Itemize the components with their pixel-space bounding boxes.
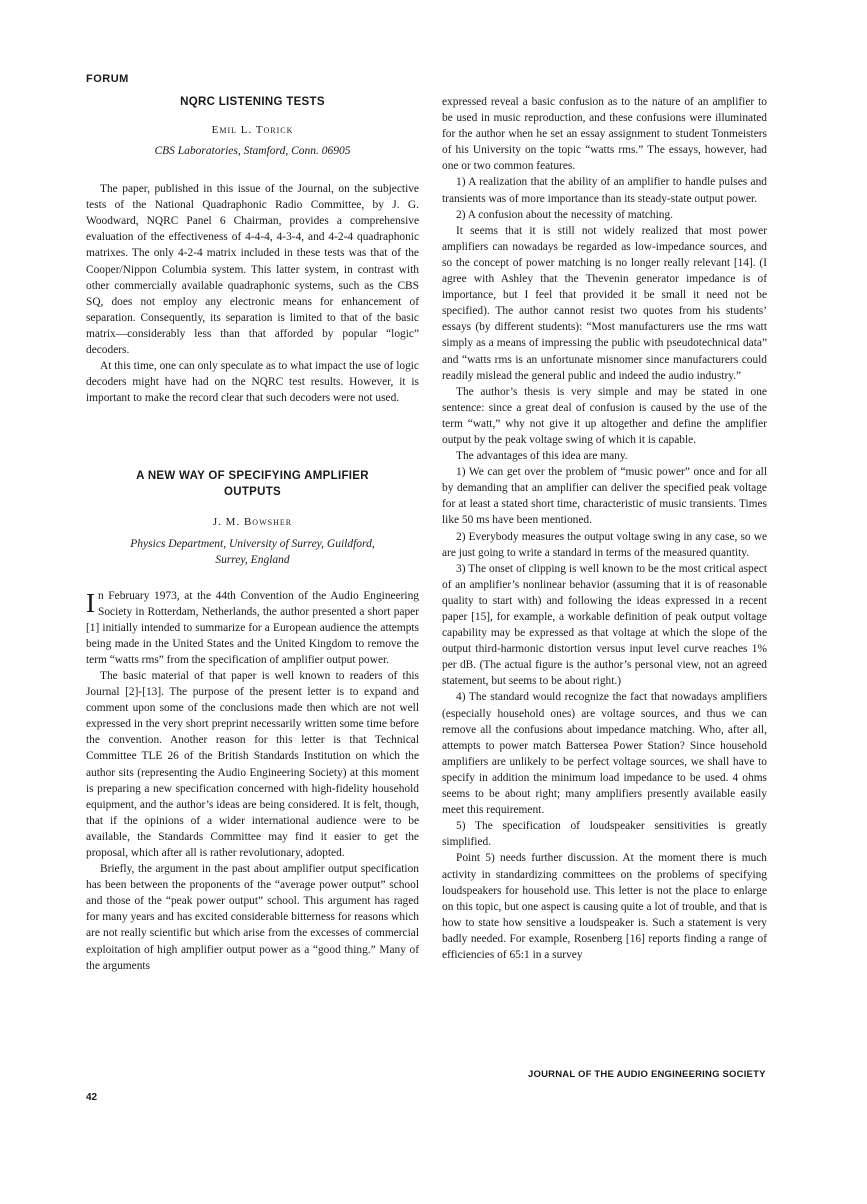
article1-paragraph: At this time, one can only speculate as to what impact the use of logic decoders might have had on the NQRC test results. However, it is important to make the record clear that such decoders were not used. xyxy=(86,360,419,405)
article1-author: Emil L. Torick xyxy=(211,124,294,136)
journal-name: JOURNAL OF THE AUDIO ENGINEERING SOCIETY xyxy=(528,1069,766,1080)
article2-paragraph: 2) A confusion about the necessity of matching. xyxy=(456,208,674,221)
article2-paragraph: 5) The specification of loudspeaker sensitivities is greatly simplified. xyxy=(442,820,767,849)
article1-affiliation: CBS Laboratories, Stamford, Conn. 06905 xyxy=(154,145,351,158)
article1-paragraph: The paper, published in this issue of the Journal, on the subjective tests of the National Quadraphonic Radio Committee, by J. G. Woodward, NQRC Panel 6 Chairman, provides a comprehensive evaluation of the effectiveness of 4-4-4, 4-3-4, and 4-2-4 quadraphonic matrixes. The only 4-2-4 matrix included in these tests was that of the Cooper/Nippon Columbia system. This latter system, in contrast with other commercially available quadraphonic systems, such as the CBS SQ, does not employ any electronic means for enhancement of separation. Consequently, its separation is limited to that of the basic matrix—considerably less than that afforded by popular “logic” decoders. xyxy=(86,183,419,357)
article2-title: A NEW WAY OF SPECIFYING AMPLIFIER OUTPUTS xyxy=(136,470,369,499)
article1-title: NQRC LISTENING TESTS xyxy=(180,96,325,108)
article2-paragraph: The advantages of this idea are many. xyxy=(456,450,628,463)
article2-paragraph: 2) Everybody measures the output voltage swing in any case, so we are just going to write a standard in terms of the measured quantity. xyxy=(442,530,767,559)
left-column xyxy=(86,94,419,974)
article2-affiliation-line2: Surrey, England xyxy=(215,553,290,566)
article2-paragraph: Briefly, the argument in the past about amplifier output specification has been between the proponents of the “average power output” school and those of the “peak power output” school. This argument has raged for many years and has excited considerable bitterness for reasons which are not really scientific but which arise from the excesses of commercial exploitation of high amplifier output power as a “good thing.” Many of the arguments xyxy=(86,863,419,972)
article2-paragraph: 4) The standard would recognize the fact that nowadays amplifiers (especially household ones) are voltage sources, and thus we can remove all the confusions about impedance matching. Who, after all, attempts to power match Battersea Power Station? Since household amplifiers are unlikely to be perfect voltage sources, we shall have to specify in addition the minimum load impedance to be used. 4 ohms seems to be about right; many amplifiers presently available easily meet this requirement. xyxy=(442,691,767,817)
article2-paragraph: The author’s thesis is very simple and may be stated in one sentence: since a great deal of confusion is caused by the use of the term “watt,” why not give it up altogether and define the amplifier output by the peak voltage swing of which it is capable. xyxy=(442,385,767,446)
article2-first-paragraph xyxy=(86,588,419,668)
article2-paragraph: expressed reveal a basic confusion as to the nature of an amplifier to be used in music reproduction, and these confusions were illuminated for the author when he set an essay assignment to student Tonmeisters of his University on the topic “watts rms.” The essays, however, had one or two common features. xyxy=(442,96,767,173)
right-column xyxy=(442,94,767,963)
first-paragraph-text: n February 1973, at the 44th Convention of the Audio Engineering Society in Rotterdam, Netherlands, the author presented a short paper [1] initially intended to summarize for a European audience the attempts being made in the United States and the United Kingdom to remove the term “watts rms” from the specification of amplifier output power. xyxy=(86,589,419,666)
article2-paragraph: Point 5) needs further discussion. At the moment there is much activity in standardizing committees on the problems of specifying loudspeakers for household use. This letter is not the place to enlarge on this topic, but one aspect is causing quite a lot of trouble, and that is how to state how sensitive a loudspeaker is. Such a statement is very badly needed. For example, Rosenberg [16] reports finding a range of efficiencies of 65:1 in a survey xyxy=(442,852,767,961)
section-label: FORUM xyxy=(86,73,129,85)
article2-paragraph: It seems that it is still not widely realized that most power amplifiers can nowadays be regarded as low-impedance sources, and so the concept of power matching is no longer really relevant [14]. (I agree with Ashley that the Thevenin generator impedance is of importance, but I feel that provided it be small it need not be specified). The author cannot resist two quotes from his students’ essays (by different students): “Most manufacturers use the rms watt simply as a means of impressing the public with pseudotechnical data” and “watts rms is an unfortunate misnomer since manufacturers could readily mislead the general public and indeed the audio industry.” xyxy=(442,224,767,382)
article2-paragraph: 1) A realization that the ability of an amplifier to handle pulses and transients was of more importance than its steady-state output power. xyxy=(442,176,767,205)
article2-affiliation-line1: Physics Department, University of Surrey, Guildford, xyxy=(130,537,375,550)
article2-paragraph: The basic material of that paper is well known to readers of this Journal [2]-[13]. The purpose of the present letter is to expand and comment upon some of the conclusions made then which are not well expressed in the very short preprint necessarily written some time before the convention. Another reason for this letter is that Technical Committee TLE 26 of the British Standards Institution on which the author sits (representing the Audio Engineering Society) at this moment is preparing a new specification concerned with high-fidelity household equipment, and the author’s ideas are being considered. It is felt, though, that if the opinions of a wider international audience were to be available, the Standards Committee may find it easier to get the proposal, which after all is rather revolutionary, adopted. xyxy=(86,669,419,859)
article2-paragraph: 1) We can get over the problem of “music power” once and for all by demanding that an amplifier can deliver the specified peak voltage for at least a stated short time, characteristic of music transients. Times like 50 ms have been mentioned. xyxy=(442,466,767,527)
drop-cap: I xyxy=(86,587,95,618)
page-number: 42 xyxy=(86,1092,98,1103)
article2-paragraph: 3) The onset of clipping is well known to be the most critical aspect of an amplifier’s nonlinear behavior (assuming that it is of reasonable quality to start with) and following the ideas expressed in a recent paper [15], for example, a workable definition of peak output voltage capability may be expressed as that voltage at which the slope of the output third-harmonic distortion versus input level curve reaches 1% per dB. (The actual figure is the author’s personal view, not an agreed statement, but seems to be about right.) xyxy=(442,562,767,688)
article2-author: J. M. Bowsher xyxy=(212,516,293,529)
